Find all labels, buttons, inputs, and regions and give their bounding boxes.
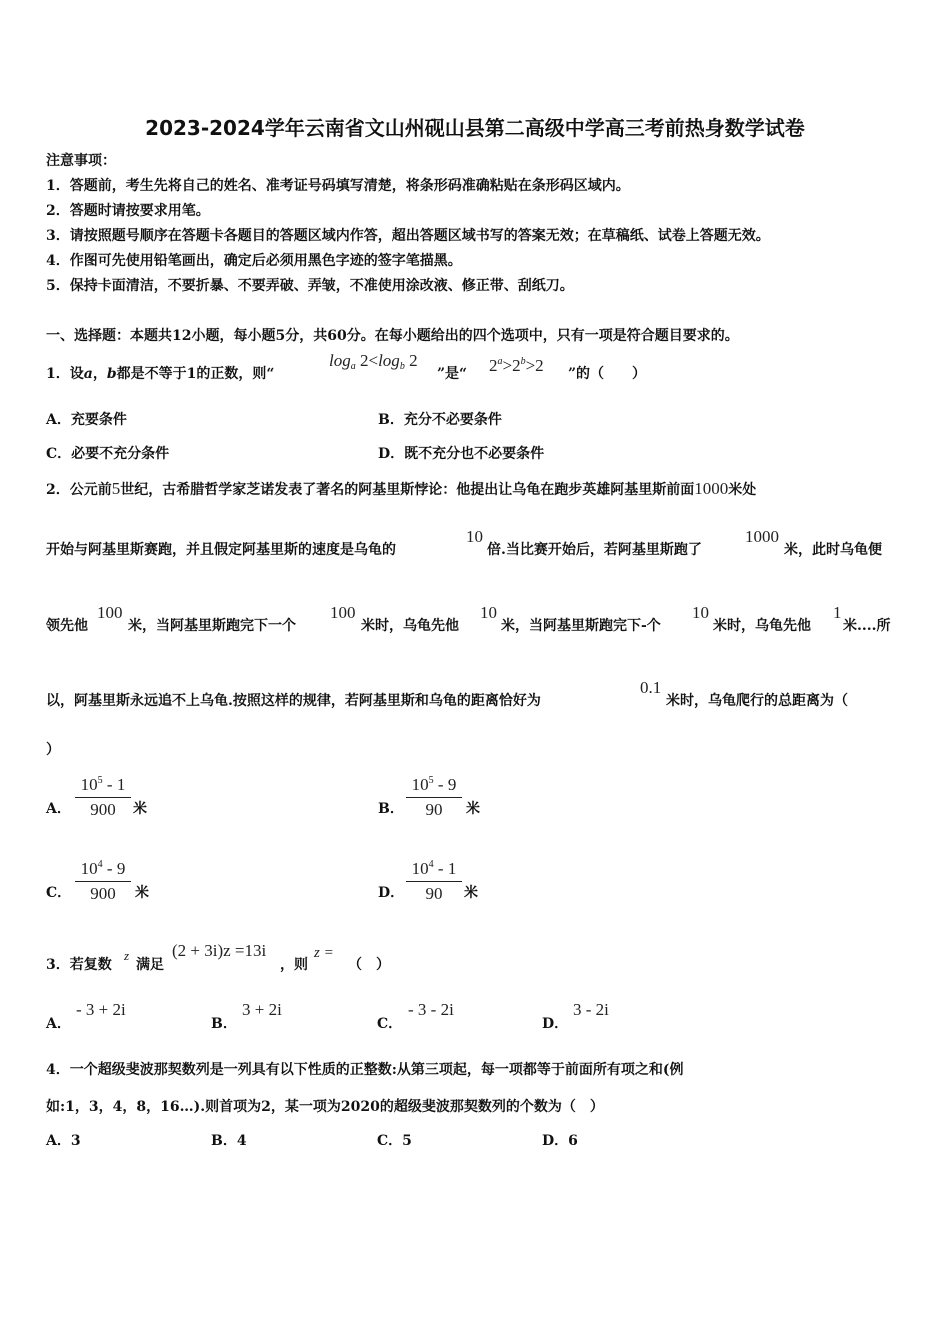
question-3-stem-c: ，则 xyxy=(280,957,308,973)
question-2-line-3b: 米，当阿基里斯跑完下一个 xyxy=(128,618,296,634)
notice-item-4: 4．作图可先使用铅笔画出，确定后必须用黑色字迹的签字笔描黑。 xyxy=(46,253,462,269)
question-2-line-2b: 倍.当比赛开始后，若阿基里斯跑了 xyxy=(487,542,702,558)
q2-num-1000: 1000 xyxy=(745,527,779,546)
notice-heading: 注意事项： xyxy=(46,153,116,169)
question-3-stem-b: 满足 xyxy=(136,957,164,973)
q4-option-a[interactable]: A．3 xyxy=(46,1133,81,1149)
notice-item-1: 1．答题前，考生先将自己的姓名、准考证号码填写清楚，将条形码准确粘贴在条形码区域内。 xyxy=(46,178,630,194)
q2-option-d-unit: 米 xyxy=(464,885,478,901)
q1-option-d[interactable]: D．既不充分也不必要条件 xyxy=(378,446,545,462)
q2-option-b-unit: 米 xyxy=(466,801,480,817)
q2-option-c-unit: 米 xyxy=(135,885,149,901)
question-2-line-4a: 以，阿基里斯永远追不上乌龟.按照这样的规律，若阿基里斯和乌龟的距离恰好为 xyxy=(46,693,541,709)
question-2-line-1: 2．公元前5世纪，古希腊哲学家芝诺发表了著名的阿基里斯悖论：他提出让乌龟在跑步英雄阿基里斯前面1000米处 xyxy=(46,479,757,498)
q3-option-c-value: - 3 - 2i xyxy=(408,1000,454,1019)
q4-option-b[interactable]: B．4 xyxy=(211,1133,247,1149)
q3-option-d-value: 3 - 2i xyxy=(573,1000,609,1019)
section-heading: 一、选择题：本题共12小题，每小题5分，共60分。在每小题给出的四个选项中，只有一项是符合题目要求的。 xyxy=(46,328,739,344)
page-title: 2023-2024学年云南省文山州砚山县第二高级中学高三考前热身数学试卷 xyxy=(145,116,805,140)
q4-option-c[interactable]: C．5 xyxy=(377,1133,412,1149)
q3-option-c[interactable]: C． xyxy=(377,1016,403,1032)
q3-option-b-value: 3 + 2i xyxy=(242,1000,282,1019)
q3-var-z-2: z = xyxy=(314,945,334,961)
q1-stem-mid: ”是“ xyxy=(437,366,468,382)
question-2-line-2c: 米，此时乌龟便 xyxy=(784,542,882,558)
q3-equation: (2 + 3i)z =13i xyxy=(172,941,267,960)
question-2-line-3a: 领先他 xyxy=(46,618,88,634)
q2-num-10c: 10 xyxy=(692,603,709,622)
q2-num-100a: 100 xyxy=(97,603,123,622)
q3-option-a[interactable]: A． xyxy=(46,1016,71,1032)
question-4-line-1: 4．一个超级斐波那契数列是一列具有以下性质的正整数:从第三项起，每一项都等于前面所有项之和(例 xyxy=(46,1062,684,1078)
q2-option-d-fraction: $\frac{10^4 - 1}{90}$ xyxy=(406,859,462,904)
question-2-line-3f: 米....所 xyxy=(843,618,891,634)
q3-option-a-value: - 3 + 2i xyxy=(76,1000,126,1019)
q1-option-a[interactable]: A．充要条件 xyxy=(46,412,127,428)
question-2-line-3c: 米时，乌龟先他 xyxy=(361,618,459,634)
question-2-line-3d: 米，当阿基里斯跑完下-个 xyxy=(501,618,661,634)
notice-item-3: 3．请按照题号顺序在答题卡各题目的答题区域内作答，超出答题区域书写的答案无效；在草稿纸、试卷上答题无效。 xyxy=(46,228,770,244)
question-2-line-4b: 米时，乌龟爬行的总距离为（ xyxy=(666,693,848,709)
q2-option-a-unit: 米 xyxy=(133,801,147,817)
q2-option-c-fraction: $\frac{10^4 - 9}{900}$ xyxy=(75,859,131,904)
q2-num-10b: 10 xyxy=(480,603,497,622)
q3-option-b[interactable]: B． xyxy=(211,1016,237,1032)
question-2-line-2a: 开始与阿基里斯赛跑，并且假定阿基里斯的速度是乌龟的 xyxy=(46,542,396,558)
question-3-stem-d: （ ） xyxy=(348,957,390,973)
q2-num-1: 1 xyxy=(833,603,842,622)
q1-stem-end: ”的（ ） xyxy=(568,366,647,382)
q1-option-b[interactable]: B．充分不必要条件 xyxy=(378,412,502,428)
q2-option-a-fraction: $\frac{10^5 - 1}{900}$ xyxy=(75,775,131,820)
q2-option-b-fraction: $\frac{10^5 - 9}{90}$ xyxy=(406,775,462,820)
q2-option-c[interactable]: C． xyxy=(46,885,72,901)
question-3-stem-a: 3．若复数 xyxy=(46,957,112,973)
question-2-line-3e: 米时，乌龟先他 xyxy=(713,618,811,634)
q2-option-b[interactable]: B． xyxy=(378,801,404,817)
q2-num-100b: 100 xyxy=(330,603,356,622)
q2-option-d[interactable]: D． xyxy=(378,885,405,901)
q1-condition-math: $\log_a 2<\log_b$ 2 xyxy=(329,351,418,372)
q4-option-d[interactable]: D．6 xyxy=(542,1133,578,1149)
q1-option-c[interactable]: C．必要不充分条件 xyxy=(46,446,170,462)
question-1-stem: 1．设a，b都是不等于1的正数，则“ xyxy=(46,366,275,382)
question-4-line-2: 如:1，3，4，8，16…).则首项为2，某一项为2020的超级斐波那契数列的个数为（ ） xyxy=(46,1099,604,1115)
notice-item-5: 5．保持卡面清洁，不要折暴、不要弄破、弄皱，不准使用涂改液、修正带、刮纸刀。 xyxy=(46,278,574,294)
q1-condition-math-2: $2^a>2^b>2$ xyxy=(489,356,544,375)
q3-option-d[interactable]: D． xyxy=(542,1016,569,1032)
q3-var-z: z xyxy=(124,948,130,963)
q2-option-a[interactable]: A． xyxy=(46,801,71,817)
notice-item-2: 2．答题时请按要求用笔。 xyxy=(46,203,210,219)
q2-num-10: 10 xyxy=(466,527,483,546)
question-2-line-5: ） xyxy=(46,742,60,758)
q2-num-0.1: 0.1 xyxy=(640,678,662,697)
